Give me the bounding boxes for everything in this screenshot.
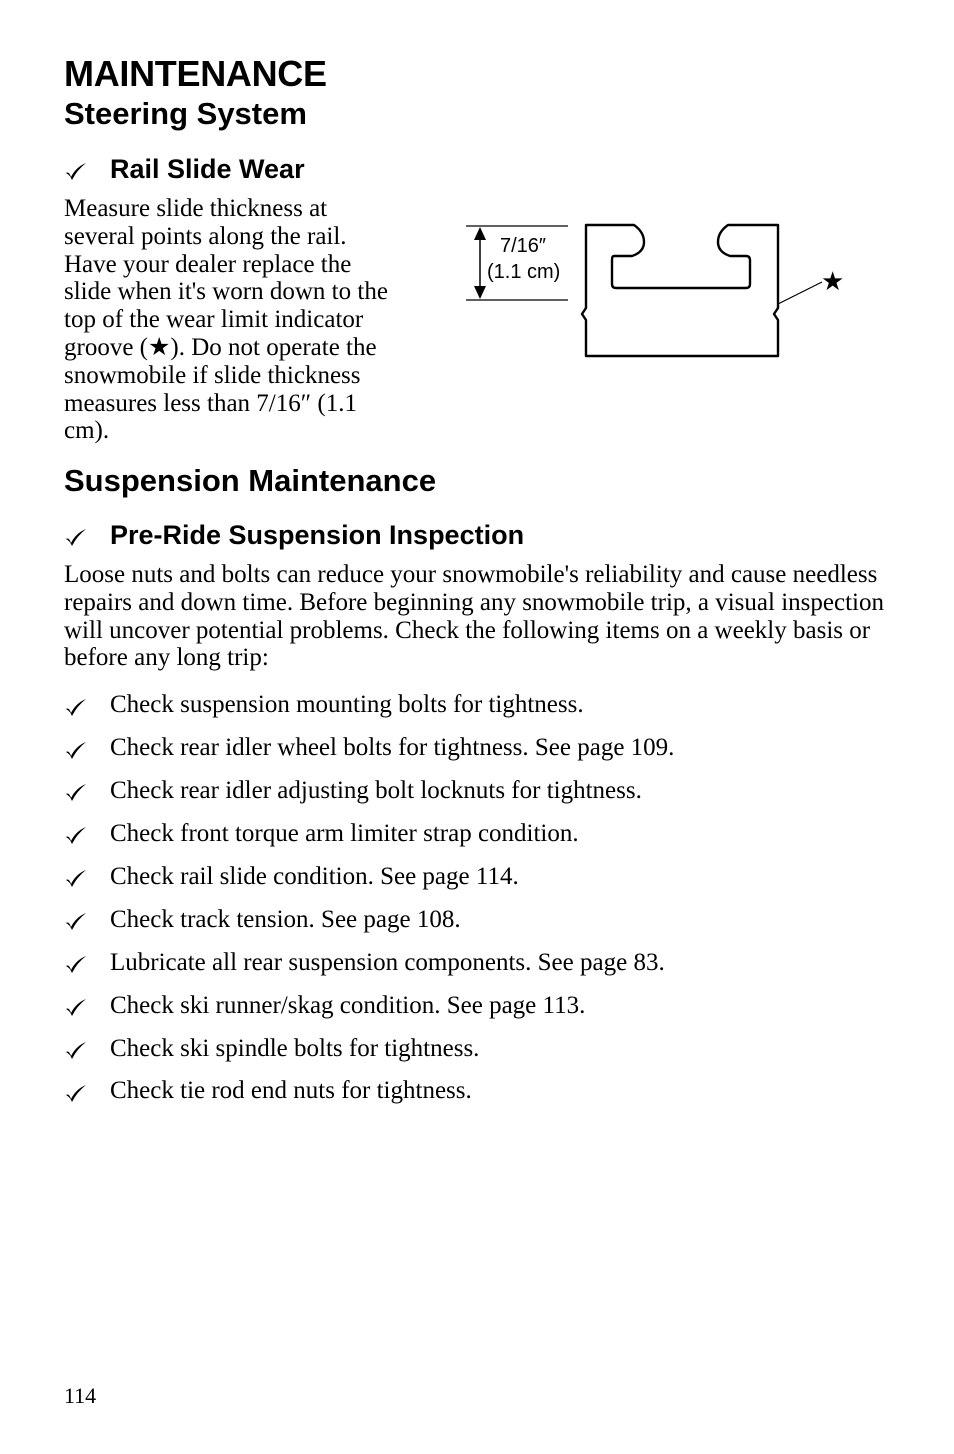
list-item xyxy=(64,941,674,984)
checkmark-icon xyxy=(64,819,110,849)
list-item xyxy=(64,770,674,813)
pre-ride-heading-label: Pre-Ride Suspension Inspection xyxy=(110,520,525,550)
list-item-text: Check tie rod end nuts for tightness. xyxy=(110,1077,472,1105)
section-title: MAINTENANCE xyxy=(64,53,327,94)
checkmark-icon xyxy=(64,991,110,1021)
suspension-heading: Suspension Maintenance xyxy=(64,463,437,498)
rail-slide-heading xyxy=(64,153,305,185)
inspection-checklist xyxy=(64,684,674,1113)
rail-slide-diagram xyxy=(462,218,862,373)
suspension-intro: Loose nuts and bolts can reduce your snowmobile's reliability and cause needless repairs and down time. Before beginning any snowmobile trip, a visual inspection will uncover potential problems. Check the following items on a weekly basis or before any long trip: xyxy=(64,561,884,672)
list-item xyxy=(64,984,674,1027)
list-item xyxy=(64,813,674,856)
list-item-text: Check front torque arm limiter strap condition. xyxy=(110,820,579,848)
checkmark-icon xyxy=(64,690,110,720)
dimension-inches: 7/16″ xyxy=(500,235,547,257)
list-item-text: Check track tension. See page 108. xyxy=(110,905,461,933)
section-subtitle: Steering System xyxy=(64,96,307,131)
checkmark-icon xyxy=(64,948,110,978)
list-item-text: Lubricate all rear suspension components. See page 83. xyxy=(110,948,665,976)
list-item-text: Check rail slide condition. See page 114. xyxy=(110,863,519,890)
list-item-text: Check rear idler adjusting bolt locknuts for tightness. xyxy=(110,777,642,805)
checkmark-icon xyxy=(64,733,110,763)
checkmark-icon xyxy=(64,862,110,892)
checkmark-icon xyxy=(64,153,110,185)
page-number: 114 xyxy=(64,1383,97,1408)
rail-slide-text: Measure slide thickness at several points along the rail. Have your dealer replace the slide when it's worn down to the top of the wear limit indicator groove (★). Do not operate the snowmobile if slide thickness measures less than 7/16″ (1.1 cm). xyxy=(64,195,388,445)
list-item xyxy=(64,856,674,899)
checkmark-icon xyxy=(64,1034,110,1064)
star-marker: ★ xyxy=(821,267,845,297)
checkmark-icon xyxy=(64,905,110,935)
rail-slide-profile xyxy=(582,225,778,356)
leader-line xyxy=(778,282,822,304)
list-item-text: Check suspension mounting bolts for tightness. xyxy=(110,691,584,719)
checkmark-icon xyxy=(64,1076,110,1106)
list-item-text: Check rear idler wheel bolts for tightness. See page 109. xyxy=(110,734,675,762)
list-item xyxy=(64,727,674,770)
pre-ride-heading xyxy=(64,519,524,551)
list-item-text: Check ski spindle bolts for tightness. xyxy=(110,1034,480,1062)
double-arrow-icon xyxy=(474,227,486,299)
checkmark-icon xyxy=(64,519,110,551)
list-item xyxy=(64,898,674,941)
list-item-text: Check ski runner/skag condition. See page 113. xyxy=(110,991,586,1019)
rail-slide-heading-label: Rail Slide Wear xyxy=(110,154,305,184)
list-item xyxy=(64,684,674,727)
list-item xyxy=(64,1027,674,1070)
checkmark-icon xyxy=(64,776,110,806)
list-item xyxy=(64,1070,674,1113)
dimension-cm: (1.1 cm) xyxy=(487,261,561,283)
